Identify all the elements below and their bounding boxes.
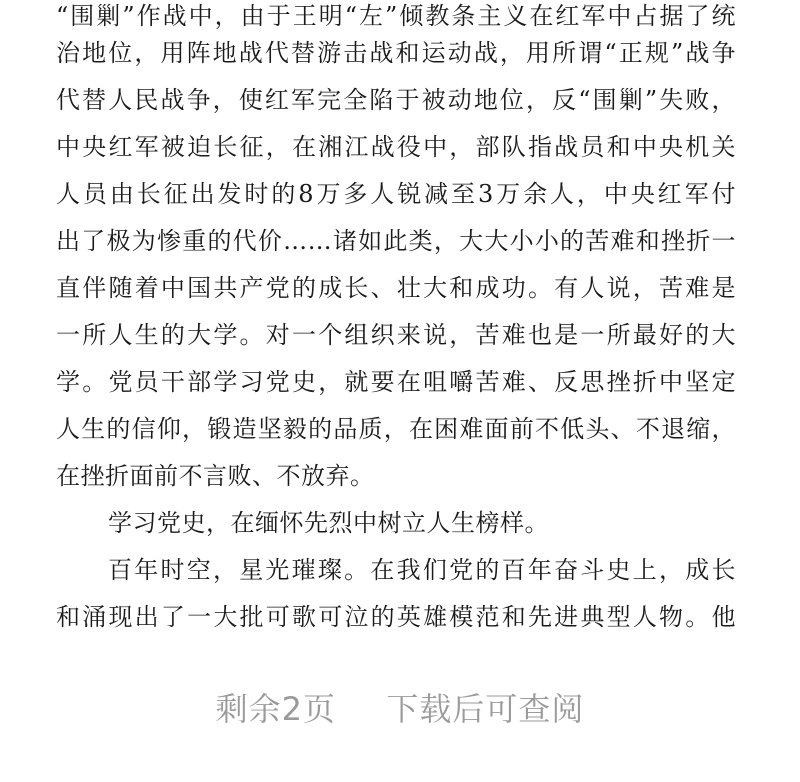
download-to-view-label: 下载后可查阅 xyxy=(386,690,585,728)
text-line: 中央红军被迫长征，在湘江战役中，部队指战员和中央机关 xyxy=(56,133,736,161)
text-line: 人生的信仰，锻造坚毅的品质，在困难面前不低头、不退缩， xyxy=(56,415,736,443)
text-line: “围剿”作战中，由于王明“左”倾教条主义在红军中占据了统 xyxy=(56,2,736,30)
text-line: 直伴随着中国共产党的成长、壮大和成功。有人说，苦难是 xyxy=(56,274,736,302)
text-line: 在挫折面前不言败、不放弃。 xyxy=(56,462,375,490)
text-line: 人员由长征出发时的8万多人锐减至3万余人，中央红军付 xyxy=(56,180,736,208)
section-heading: 学习党史，在缅怀先烈中树立人生榜样。 xyxy=(108,509,549,537)
text-line: 治地位，用阵地战代替游击战和运动战，用所谓“正规”战争 xyxy=(56,39,736,67)
text-line: 代替人民战争，使红军完全陷于被动地位，反“围剿”失败， xyxy=(56,86,736,114)
remaining-pages-label: 剩余2页 xyxy=(215,690,336,728)
text-line: 学。党员干部学习党史，就要在咀嚼苦难、反思挫折中坚定 xyxy=(56,368,736,396)
text-line: 一所人生的大学。对一个组织来说，苦难也是一所最好的大 xyxy=(56,321,736,349)
download-prompt[interactable] xyxy=(0,684,800,730)
text-line: 出了极为惨重的代价……诸如此类，大大小小的苦难和挫折一 xyxy=(56,227,736,255)
text-line: 百年时空，星光璀璨。在我们党的百年奋斗史上，成长 xyxy=(108,556,736,584)
text-line: 和涌现出了一大批可歌可泣的英雄模范和先进典型人物。他 xyxy=(56,603,736,631)
